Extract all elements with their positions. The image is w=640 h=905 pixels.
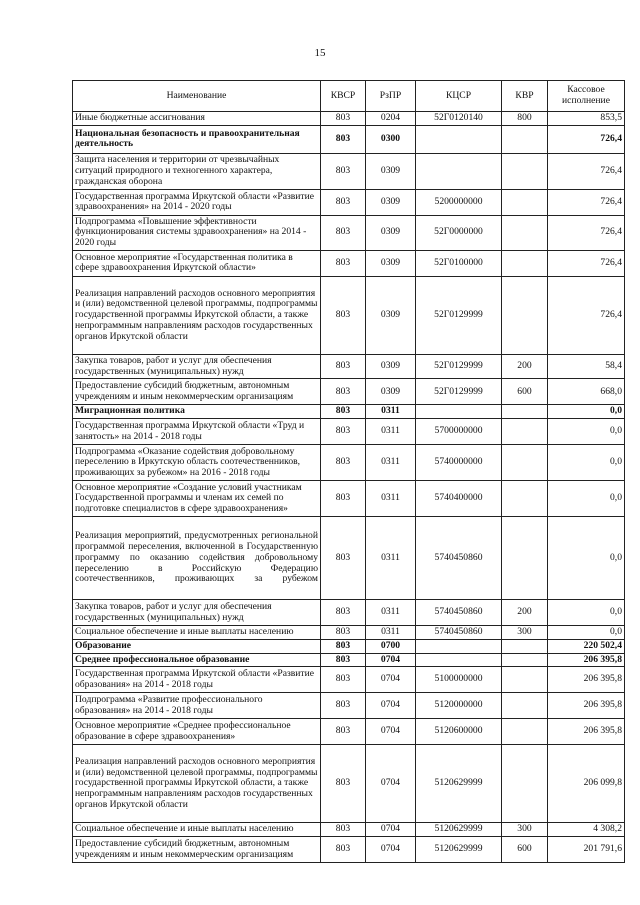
row-name-cell: Реализация мероприятий, предусмотренных региональной программой переселения, включенной в Государственную программу по оказанию содействия добровольному переселению в Российскую Федерацию соотечественников, проживающих за рубежом xyxy=(73,517,321,600)
row-kvr-cell xyxy=(502,189,548,215)
row-kcsr-cell: 5100000000 xyxy=(416,667,502,693)
row-kcsr-cell: 52Г0129999 xyxy=(416,354,502,378)
row-rzpr-cell: 0704 xyxy=(366,823,416,837)
row-kcsr-cell: 5740400000 xyxy=(416,481,502,517)
table-row xyxy=(73,445,625,481)
row-kcsr-cell: 52Г0129999 xyxy=(416,276,502,354)
row-kvr-cell xyxy=(502,276,548,354)
row-kvsr-cell: 803 xyxy=(321,667,366,693)
table-row xyxy=(73,379,625,405)
row-rzpr-cell: 0704 xyxy=(366,653,416,667)
row-sum-cell: 726,4 xyxy=(548,125,625,153)
row-rzpr-cell: 0309 xyxy=(366,379,416,405)
table-row xyxy=(73,419,625,445)
row-rzpr-cell: 0311 xyxy=(366,419,416,445)
row-kvr-cell: 300 xyxy=(502,823,548,837)
table-row xyxy=(73,626,625,640)
row-kvr-cell xyxy=(502,639,548,653)
row-name-cell: Закупка товаров, работ и услуг для обеспечения государственных (муниципальных) нужд xyxy=(73,354,321,378)
row-sum-cell: 0,0 xyxy=(548,600,625,626)
row-kvsr-cell: 803 xyxy=(321,823,366,837)
table-row xyxy=(73,837,625,863)
row-rzpr-cell: 0311 xyxy=(366,517,416,600)
row-kcsr-cell: 5740450860 xyxy=(416,626,502,640)
row-kcsr-cell: 5200000000 xyxy=(416,189,502,215)
row-kvsr-cell: 803 xyxy=(321,125,366,153)
row-rzpr-cell: 0309 xyxy=(366,250,416,276)
row-sum-cell: 201 791,6 xyxy=(548,837,625,863)
row-name-cell: Основное мероприятие «Государственная политика в сфере здравоохранения Иркутской области» xyxy=(73,250,321,276)
row-rzpr-cell: 0704 xyxy=(366,719,416,745)
row-kcsr-cell: 5700000000 xyxy=(416,419,502,445)
row-kcsr-cell: 52Г0000000 xyxy=(416,215,502,250)
table-row xyxy=(73,693,625,719)
row-name-cell: Подпрограмма «Развитие профессионального образования» на 2014 - 2018 годы xyxy=(73,693,321,719)
row-rzpr-cell: 0311 xyxy=(366,626,416,640)
row-kvr-cell xyxy=(502,719,548,745)
row-kvr-cell xyxy=(502,125,548,153)
table-row xyxy=(73,667,625,693)
row-kcsr-cell: 5120629999 xyxy=(416,823,502,837)
table-row xyxy=(73,153,625,189)
row-sum-cell: 0,0 xyxy=(548,626,625,640)
row-kvsr-cell: 803 xyxy=(321,215,366,250)
row-kvsr-cell: 803 xyxy=(321,354,366,378)
row-rzpr-cell: 0309 xyxy=(366,189,416,215)
table-row xyxy=(73,600,625,626)
row-kcsr-cell: 5740450860 xyxy=(416,517,502,600)
row-name-cell: Предоставление субсидий бюджетным, автономным учреждениям и иным некоммерческим организациям xyxy=(73,837,321,863)
table-row xyxy=(73,215,625,250)
row-name-cell: Реализация направлений расходов основного мероприятия и (или) ведомственной целевой программы, подпрограммы государственной программы Иркутской области, а также непрограммным направлениям расходов государственных органов Иркутской области xyxy=(73,745,321,823)
row-kcsr-cell xyxy=(416,125,502,153)
row-sum-cell: 0,0 xyxy=(548,445,625,481)
row-kvsr-cell: 803 xyxy=(321,745,366,823)
row-sum-cell: 726,4 xyxy=(548,250,625,276)
row-kvsr-cell: 803 xyxy=(321,600,366,626)
table-row xyxy=(73,823,625,837)
row-rzpr-cell: 0704 xyxy=(366,745,416,823)
row-kvsr-cell: 803 xyxy=(321,445,366,481)
row-kcsr-cell xyxy=(416,653,502,667)
header-kvsr: КВСР xyxy=(321,81,366,112)
row-kvsr-cell: 803 xyxy=(321,837,366,863)
row-name-cell: Закупка товаров, работ и услуг для обеспечения государственных (муниципальных) нужд xyxy=(73,600,321,626)
row-kvsr-cell: 803 xyxy=(321,189,366,215)
row-sum-cell: 206 395,8 xyxy=(548,693,625,719)
table-row xyxy=(73,354,625,378)
row-kvsr-cell: 803 xyxy=(321,250,366,276)
table-row xyxy=(73,189,625,215)
table-row xyxy=(73,481,625,517)
row-kcsr-cell xyxy=(416,153,502,189)
row-kvsr-cell: 803 xyxy=(321,719,366,745)
row-kvr-cell xyxy=(502,653,548,667)
row-kvsr-cell: 803 xyxy=(321,653,366,667)
row-sum-cell: 206 395,8 xyxy=(548,667,625,693)
row-name-cell: Основное мероприятие «Среднее профессиональное образование в сфере здравоохранения» xyxy=(73,719,321,745)
row-sum-cell: 206 099,8 xyxy=(548,745,625,823)
row-kcsr-cell: 5120629999 xyxy=(416,837,502,863)
row-rzpr-cell: 0300 xyxy=(366,125,416,153)
row-name-cell: Государственная программа Иркутской области «Труд и занятость» на 2014 - 2018 годы xyxy=(73,419,321,445)
header-kvr: КВР xyxy=(502,81,548,112)
row-rzpr-cell: 0311 xyxy=(366,600,416,626)
table-row xyxy=(73,517,625,600)
row-kvsr-cell: 803 xyxy=(321,639,366,653)
row-kvr-cell xyxy=(502,445,548,481)
row-kvr-cell xyxy=(502,153,548,189)
table-header-row xyxy=(73,81,625,112)
row-kvr-cell xyxy=(502,481,548,517)
row-name-cell: Среднее профессиональное образование xyxy=(73,653,321,667)
table-row xyxy=(73,250,625,276)
row-name-cell: Государственная программа Иркутской области «Развитие образования» на 2014 - 2018 годы xyxy=(73,667,321,693)
row-rzpr-cell: 0704 xyxy=(366,667,416,693)
row-sum-cell: 853,5 xyxy=(548,112,625,126)
row-rzpr-cell: 0700 xyxy=(366,639,416,653)
row-name-cell: Государственная программа Иркутской области «Развитие здравоохранения» на 2014 - 2020 годы xyxy=(73,189,321,215)
row-kcsr-cell: 5120629999 xyxy=(416,745,502,823)
row-kvr-cell xyxy=(502,693,548,719)
row-kvr-cell xyxy=(502,517,548,600)
row-kvr-cell: 200 xyxy=(502,354,548,378)
header-rzpr: РзПР xyxy=(366,81,416,112)
row-rzpr-cell: 0704 xyxy=(366,693,416,719)
row-kvr-cell xyxy=(502,745,548,823)
row-kvr-cell: 600 xyxy=(502,379,548,405)
row-kvr-cell xyxy=(502,667,548,693)
row-kvsr-cell: 803 xyxy=(321,276,366,354)
row-sum-cell: 220 502,4 xyxy=(548,639,625,653)
row-kvsr-cell: 803 xyxy=(321,153,366,189)
row-rzpr-cell: 0311 xyxy=(366,481,416,517)
row-sum-cell: 726,4 xyxy=(548,189,625,215)
row-name-cell: Образование xyxy=(73,639,321,653)
row-kcsr-cell: 52Г0120140 xyxy=(416,112,502,126)
header-name: Наименование xyxy=(73,81,321,112)
row-sum-cell: 0,0 xyxy=(548,481,625,517)
row-sum-cell: 726,4 xyxy=(548,215,625,250)
row-sum-cell: 726,4 xyxy=(548,153,625,189)
row-kvsr-cell: 803 xyxy=(321,517,366,600)
row-sum-cell: 0,0 xyxy=(548,517,625,600)
row-rzpr-cell: 0309 xyxy=(366,354,416,378)
row-name-cell: Национальная безопасность и правоохранительная деятельность xyxy=(73,125,321,153)
row-kvr-cell: 800 xyxy=(502,112,548,126)
table-row xyxy=(73,112,625,126)
row-kvr-cell: 300 xyxy=(502,626,548,640)
row-rzpr-cell: 0311 xyxy=(366,405,416,419)
row-kcsr-cell: 5120000000 xyxy=(416,693,502,719)
table-row xyxy=(73,125,625,153)
row-sum-cell: 4 308,2 xyxy=(548,823,625,837)
row-kcsr-cell xyxy=(416,639,502,653)
row-kvsr-cell: 803 xyxy=(321,693,366,719)
row-name-cell: Защита населения и территории от чрезвычайных ситуаций природного и техногенного характера, гражданская оборона xyxy=(73,153,321,189)
row-name-cell: Предоставление субсидий бюджетным, автономным учреждениям и иным некоммерческим организациям xyxy=(73,379,321,405)
budget-execution-table xyxy=(72,80,625,863)
row-name-cell: Социальное обеспечение и иные выплаты населению xyxy=(73,823,321,837)
row-name-cell: Подпрограмма «Повышение эффективности функционирования системы здравоохранения» на 2014 - 2020 годы xyxy=(73,215,321,250)
row-rzpr-cell: 0309 xyxy=(366,276,416,354)
row-kvr-cell xyxy=(502,215,548,250)
row-rzpr-cell: 0309 xyxy=(366,153,416,189)
row-kvr-cell xyxy=(502,419,548,445)
row-kvsr-cell: 803 xyxy=(321,379,366,405)
row-name-cell: Иные бюджетные ассигнования xyxy=(73,112,321,126)
row-rzpr-cell: 0204 xyxy=(366,112,416,126)
row-kvr-cell: 600 xyxy=(502,837,548,863)
row-name-cell: Подпрограмма «Оказание содействия добровольному переселению в Иркутскую область соотечественников, проживающих за рубежом» на 2016 - 2018 годы xyxy=(73,445,321,481)
row-sum-cell: 0,0 xyxy=(548,405,625,419)
row-kvsr-cell: 803 xyxy=(321,405,366,419)
row-kvr-cell xyxy=(502,405,548,419)
row-kvsr-cell: 803 xyxy=(321,481,366,517)
header-kcsr: КЦСР xyxy=(416,81,502,112)
row-sum-cell: 0,0 xyxy=(548,419,625,445)
table-row xyxy=(73,276,625,354)
table-row xyxy=(73,405,625,419)
row-kvsr-cell: 803 xyxy=(321,626,366,640)
row-kvsr-cell: 803 xyxy=(321,112,366,126)
row-kcsr-cell: 52Г0100000 xyxy=(416,250,502,276)
header-cash-execution: Кассовое исполнение xyxy=(548,81,625,112)
row-kcsr-cell: 5120600000 xyxy=(416,719,502,745)
table-row xyxy=(73,653,625,667)
row-name-cell: Миграционная политика xyxy=(73,405,321,419)
row-sum-cell: 206 395,8 xyxy=(548,653,625,667)
row-rzpr-cell: 0704 xyxy=(366,837,416,863)
row-sum-cell: 668,0 xyxy=(548,379,625,405)
row-sum-cell: 58,4 xyxy=(548,354,625,378)
row-kvsr-cell: 803 xyxy=(321,419,366,445)
row-kcsr-cell: 5740000000 xyxy=(416,445,502,481)
row-kcsr-cell: 5740450860 xyxy=(416,600,502,626)
row-name-cell: Социальное обеспечение и иные выплаты населению xyxy=(73,626,321,640)
row-kvr-cell: 200 xyxy=(502,600,548,626)
table-row xyxy=(73,639,625,653)
table-row xyxy=(73,745,625,823)
row-rzpr-cell: 0309 xyxy=(366,215,416,250)
row-sum-cell: 726,4 xyxy=(548,276,625,354)
row-sum-cell: 206 395,8 xyxy=(548,719,625,745)
row-name-cell: Реализация направлений расходов основного мероприятия и (или) ведомственной целевой программы, подпрограммы государственной программы Иркутской области, а также непрограммным направлениям расходов государственных органов Иркутской области xyxy=(73,276,321,354)
table-row xyxy=(73,719,625,745)
row-kcsr-cell: 52Г0129999 xyxy=(416,379,502,405)
row-name-cell: Основное мероприятие «Создание условий участникам Государственной программы и членам их семей по подготовке специалистов в сфере здравоохранения» xyxy=(73,481,321,517)
row-kvr-cell xyxy=(502,250,548,276)
row-rzpr-cell: 0311 xyxy=(366,445,416,481)
page-number: 15 xyxy=(314,47,326,59)
row-kcsr-cell xyxy=(416,405,502,419)
